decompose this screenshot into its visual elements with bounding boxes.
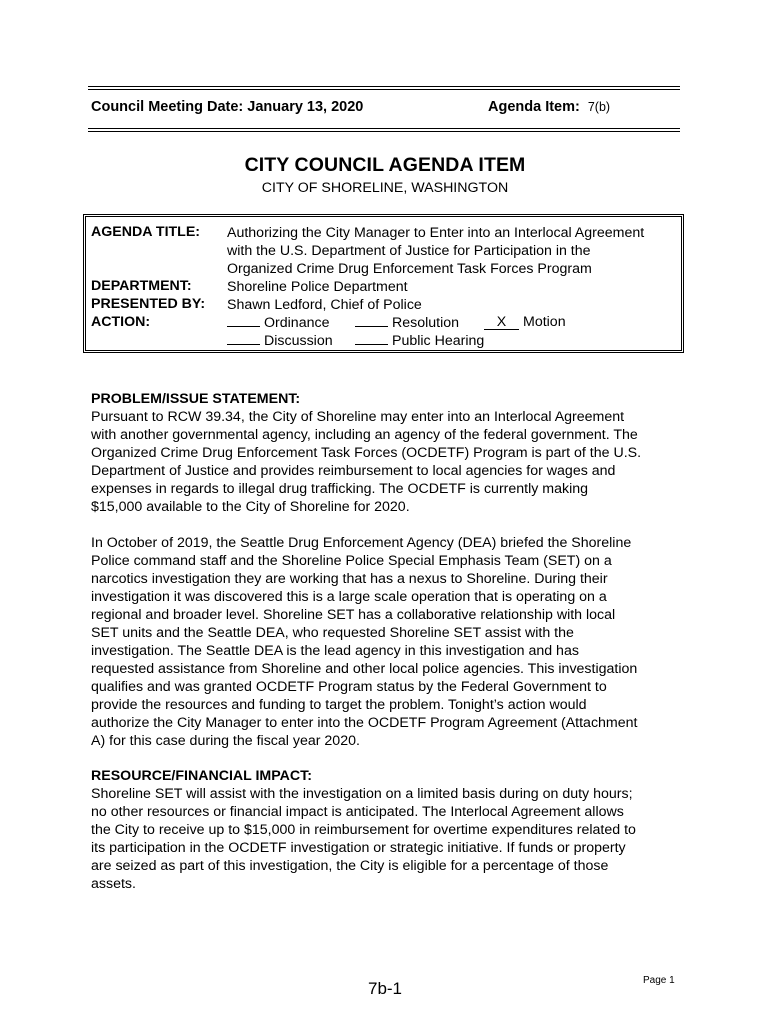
background-line: SET units and the Seattle DEA, who requested Shoreline SET assist with the bbox=[91, 625, 574, 641]
public-hearing-label: Public Hearing bbox=[392, 333, 485, 349]
public-hearing-blank bbox=[355, 332, 388, 345]
resource-section bbox=[91, 767, 683, 893]
agenda-item bbox=[488, 99, 610, 115]
resource-line: its participation in the OCDETF investigation or strategic initiative. If funds or property bbox=[91, 840, 626, 856]
resource-line: are seized as part of this investigation, the City is eligible for a percentage of those bbox=[91, 858, 609, 874]
agenda-item-label: Agenda Item: bbox=[488, 99, 580, 115]
resource-line: assets. bbox=[91, 876, 136, 892]
background-line: In October of 2019, the Seattle Drug Enforcement Agency (DEA) briefed the Shoreline bbox=[91, 535, 632, 551]
problem-line: Organized Crime Drug Enforcement Task Forces (OCDETF) Program is part of the U.S. bbox=[91, 445, 642, 461]
agenda-title-label: AGENDA TITLE: bbox=[91, 224, 201, 240]
background-line: investigation it was discovered this is a large scale operation that is operating on a bbox=[91, 589, 607, 605]
background-line: A) for this case during the fiscal year 2020. bbox=[91, 733, 360, 749]
motion-mark: X bbox=[484, 315, 519, 330]
ordinance-label: Ordinance bbox=[264, 315, 330, 331]
problem-line: Pursuant to RCW 39.34, the City of Shoreline may enter into an Interlocal Agreement bbox=[91, 409, 625, 425]
agenda-title-line: with the U.S. Department of Justice for Participation in the bbox=[227, 243, 591, 259]
resource-line: Shoreline SET will assist with the investigation on a limited basis during on duty hours; bbox=[91, 786, 633, 802]
action-discussion bbox=[227, 332, 333, 349]
background-line: qualifies and was granted OCDETF Program status by the Federal Government to bbox=[91, 679, 607, 695]
action-ordinance bbox=[227, 314, 329, 331]
background-line: authorize the City Manager to enter into the OCDETF Program Agreement (Attachment bbox=[91, 715, 638, 731]
discussion-label: Discussion bbox=[264, 333, 333, 349]
resolution-label: Resolution bbox=[392, 315, 460, 331]
background-section bbox=[91, 534, 683, 750]
page-number: Page 1 bbox=[643, 975, 675, 986]
agenda-item-value: 7(b) bbox=[587, 100, 611, 114]
department-value: Shoreline Police Department bbox=[227, 279, 408, 295]
presented-by-value: Shawn Ledford, Chief of Police bbox=[227, 297, 422, 313]
resource-line: the City to receive up to $15,000 in reimbursement for overtime expenditures related to bbox=[91, 822, 636, 838]
meeting-date: Council Meeting Date: January 13, 2020 bbox=[91, 99, 364, 115]
discussion-blank bbox=[227, 332, 260, 345]
resolution-blank bbox=[355, 314, 388, 327]
resource-line: no other resources or financial impact is anticipated. The Interlocal Agreement allows bbox=[91, 804, 624, 820]
agenda-title-line: Organized Crime Drug Enforcement Task Forces Program bbox=[227, 261, 592, 277]
background-line: Police command staff and the Shoreline Police Special Emphasis Team (SET) on a bbox=[91, 553, 612, 569]
background-line: investigation. The Seattle DEA is the lead agency in this investigation and has bbox=[91, 643, 579, 659]
background-line: requested assistance from Shoreline and other local police agencies. This investigation bbox=[91, 661, 638, 677]
problem-section bbox=[91, 390, 683, 516]
background-line: regional and broader level. Shoreline SET has a collaborative relationship with local bbox=[91, 607, 616, 623]
agenda-title-value bbox=[227, 224, 644, 278]
action-public-hearing bbox=[355, 332, 484, 349]
action-resolution bbox=[355, 314, 459, 331]
action-label: ACTION: bbox=[91, 314, 151, 330]
problem-line: with another governmental agency, including an agency of the federal government. The bbox=[91, 427, 638, 443]
problem-line: expenses in regards to illegal drug trafficking. The OCDETF is currently making bbox=[91, 481, 589, 497]
problem-heading: PROBLEM/ISSUE STATEMENT: bbox=[91, 391, 301, 407]
department-label: DEPARTMENT: bbox=[91, 278, 192, 294]
ordinance-blank bbox=[227, 314, 260, 327]
agenda-title-line: Authorizing the City Manager to Enter into an Interlocal Agreement bbox=[227, 225, 645, 241]
background-line: narcotics investigation they are working that has a nexus to Shoreline. During their bbox=[91, 571, 608, 587]
action-motion bbox=[484, 314, 566, 330]
problem-line: Department of Justice and provides reimbursement to local agencies for wages and bbox=[91, 463, 616, 479]
resource-heading: RESOURCE/FINANCIAL IMPACT: bbox=[91, 768, 312, 784]
background-line: provide the resources and funding to target the problem. Tonight’s action would bbox=[91, 697, 587, 713]
page-code: 7b-1 bbox=[367, 979, 403, 998]
header-bottom-rule bbox=[88, 128, 680, 132]
document-subtitle: CITY OF SHORELINE, WASHINGTON bbox=[261, 180, 509, 196]
document-title: CITY COUNCIL AGENDA ITEM bbox=[244, 154, 526, 176]
problem-line: $15,000 available to the City of Shoreline for 2020. bbox=[91, 499, 410, 515]
motion-label: Motion bbox=[523, 314, 566, 330]
top-rule bbox=[88, 86, 680, 90]
presented-by-label: PRESENTED BY: bbox=[91, 296, 206, 312]
